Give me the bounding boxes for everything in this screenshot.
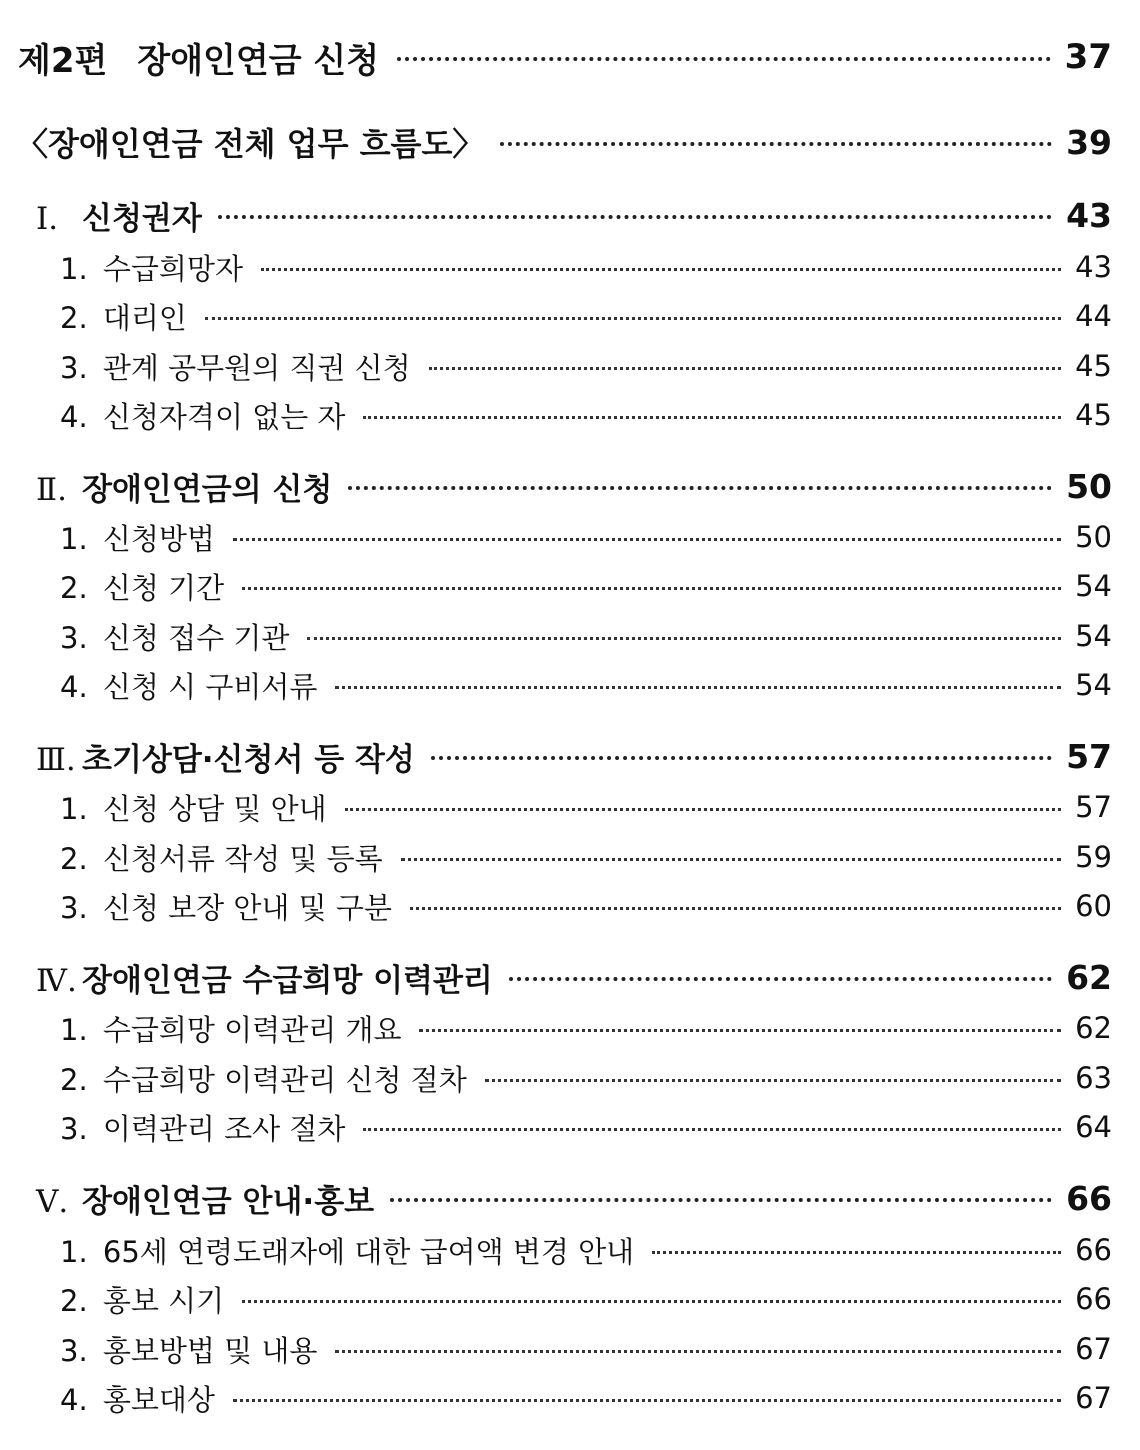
item-number: 1. [60,251,88,286]
dot-leader [652,1251,1061,1254]
page-number: 43 [1075,250,1112,284]
dot-leader [205,317,1061,320]
page-number: 50 [1075,520,1112,554]
section-roman: Ⅰ. [36,200,59,237]
section-title: 신청권자 [82,200,202,237]
page-number: 67 [1075,1332,1112,1366]
item-label [60,886,392,927]
section-roman: Ⅱ. [36,471,67,508]
item-label [60,346,411,387]
page-number: 62 [1066,957,1112,997]
dot-leader [233,1399,1061,1402]
page-number: 54 [1075,619,1112,653]
page-number: 54 [1075,569,1112,603]
page-number: 62 [1075,1011,1112,1045]
item-number: 3. [60,1111,88,1146]
item-label [60,665,317,706]
item-title: 수급희망 이력관리 개요 [102,1012,402,1047]
toc-section-4[interactable] [36,954,1112,1000]
toc-section-3[interactable] [36,733,1112,779]
item-title: 신청 접수 기관 [102,620,290,655]
item-label [60,296,187,337]
page-number: 44 [1075,299,1112,333]
item-number: 4. [60,669,88,704]
dot-leader [242,1300,1061,1303]
toc-item-5-3[interactable] [60,1326,1112,1372]
toc-item-2-3[interactable] [60,613,1112,659]
page-number: 54 [1075,668,1112,702]
toc-item-1-2[interactable] [60,293,1112,339]
item-title: 신청방법 [102,521,215,556]
page-number: 57 [1075,790,1112,824]
part-label [18,33,379,82]
dot-leader [429,367,1061,370]
page-number: 45 [1075,398,1112,432]
page-number: 60 [1075,889,1112,923]
section-roman: Ⅴ. [36,1183,69,1220]
section-title: 초기상담·신청서 등 작성 [82,741,415,778]
toc-item-5-1[interactable] [60,1227,1112,1273]
item-label [60,1279,224,1320]
page-number: 45 [1075,349,1112,383]
item-label [60,395,345,436]
page-number: 66 [1075,1233,1112,1267]
dot-leader [500,142,1052,146]
item-label [60,1230,634,1271]
toc-overview-entry[interactable] [16,119,1112,165]
page-number: 50 [1066,466,1112,506]
item-number: 2. [60,300,88,335]
item-title: 이력관리 조사 절차 [102,1111,346,1146]
item-number: 3. [60,620,88,655]
dot-leader [233,538,1061,541]
item-number: 2. [60,1062,88,1097]
item-label [60,1107,345,1148]
toc-item-3-1[interactable] [60,784,1112,830]
page-number: 43 [1066,195,1112,235]
item-number: 1. [60,521,88,556]
section-roman: Ⅲ. [36,741,76,778]
dot-leader [242,587,1061,590]
section-title: 장애인연금의 신청 [82,471,333,508]
item-title: 신청 보장 안내 및 구분 [102,890,392,925]
toc-item-1-4[interactable] [60,392,1112,438]
toc-item-4-2[interactable] [60,1055,1112,1101]
item-label [60,566,224,607]
toc-section-1[interactable] [36,192,1112,238]
toc-section-5[interactable] [36,1175,1112,1221]
toc-item-4-3[interactable] [60,1104,1112,1150]
item-number: 1. [60,1012,88,1047]
item-title: 신청 기간 [102,570,225,605]
toc-item-1-3[interactable] [60,343,1112,389]
dot-leader [348,486,1052,490]
toc-part-heading[interactable] [18,34,1112,80]
dot-leader [345,808,1061,811]
page-number: 67 [1075,1381,1112,1415]
dot-leader [401,858,1061,861]
toc-item-5-2[interactable] [60,1276,1112,1322]
dot-leader [431,756,1052,760]
toc-item-3-2[interactable] [60,834,1112,880]
item-number: 3. [60,890,88,925]
item-number: 3. [60,350,88,385]
item-number: 3. [60,1333,88,1368]
item-label [60,1378,215,1419]
item-title: 신청서류 작성 및 등록 [102,841,383,876]
item-title: 홍보대상 [102,1382,215,1417]
toc-item-3-3[interactable] [60,883,1112,929]
item-label [60,787,327,828]
item-title: 신청 상담 및 안내 [102,791,327,826]
section-roman: Ⅳ. [36,962,77,999]
dot-leader [390,1198,1052,1202]
toc-item-1-1[interactable] [60,244,1112,290]
toc-item-2-1[interactable] [60,514,1112,560]
item-label [60,247,243,288]
page-number: 37 [1064,37,1112,77]
item-number: 1. [60,791,88,826]
part-title: 장애인연금 신청 [137,40,380,81]
item-number: 1. [60,1234,88,1269]
page-number: 64 [1075,1110,1112,1144]
item-title: 수급희망 이력관리 신청 절차 [102,1062,467,1097]
dot-leader [335,686,1061,689]
dot-leader [363,416,1061,419]
item-title: 관계 공무원의 직권 신청 [102,350,411,385]
item-number: 2. [60,841,88,876]
section-label [36,955,493,1000]
item-number: 2. [60,570,88,605]
page-number: 66 [1075,1282,1112,1316]
dot-leader [397,57,1051,61]
toc-item-2-4[interactable] [60,662,1112,708]
section-title: 장애인연금 수급희망 이력관리 [82,962,493,999]
toc-item-5-4[interactable] [60,1375,1112,1421]
toc-section-2[interactable] [36,463,1112,509]
dot-leader [218,215,1052,219]
dot-leader [307,637,1061,640]
item-label [60,1008,401,1049]
item-number: 4. [60,399,88,434]
item-title: 홍보방법 및 내용 [102,1333,318,1368]
dot-leader [363,1128,1061,1131]
section-label [36,193,202,238]
toc-item-2-2[interactable] [60,563,1112,609]
item-title: 신청 시 구비서류 [102,669,318,704]
item-label [60,1058,467,1099]
page-number: 66 [1066,1178,1112,1218]
item-title: 홍보 시기 [102,1283,225,1318]
page-number: 57 [1066,736,1112,776]
page-number: 59 [1075,840,1112,874]
section-label [36,464,332,509]
section-label [36,734,415,779]
page-number: 63 [1075,1061,1112,1095]
section-label [36,1176,374,1221]
toc-item-4-1[interactable] [60,1005,1112,1051]
item-number: 4. [60,1382,88,1417]
section-title: 장애인연금 안내·홍보 [82,1183,375,1220]
item-title: 신청자격이 없는 자 [102,399,346,434]
item-title: 대리인 [102,300,187,335]
item-label [60,517,215,558]
item-number: 2. [60,1283,88,1318]
item-title: 수급희망자 [102,251,243,286]
item-label [60,616,289,657]
page-number: 39 [1066,122,1112,162]
item-label [60,1329,317,1370]
dot-leader [261,268,1061,271]
item-title: 65세 연령도래자에 대한 급여액 변경 안내 [102,1234,635,1269]
part-number: 제2편 [18,40,108,81]
dot-leader [485,1079,1061,1082]
dot-leader [509,977,1052,981]
overview-title: 〈장애인연금 전체 업무 흐름도〉 [16,125,485,163]
item-label [60,837,383,878]
dot-leader [335,1350,1061,1353]
dot-leader [410,907,1061,910]
dot-leader [419,1029,1061,1032]
